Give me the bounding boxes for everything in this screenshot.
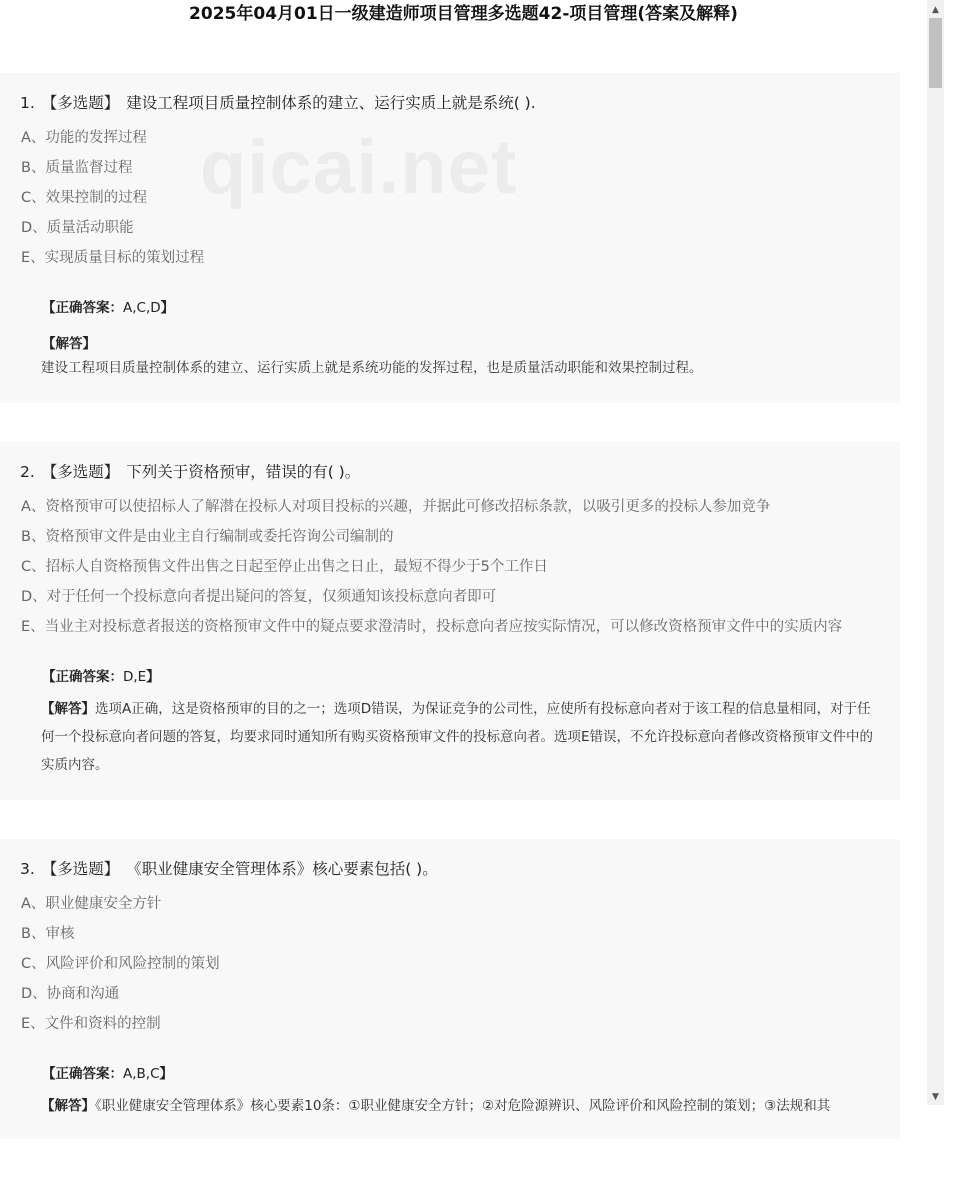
option-d: D、协商和沟通	[21, 986, 120, 1002]
correct-answer	[42, 296, 174, 316]
explanation-title: 【解答】	[42, 336, 96, 352]
question-text: 下列关于资格预审，错误的有( )。	[126, 463, 361, 481]
question-stem	[20, 857, 440, 879]
explanation-text: 《职业健康安全管理体系》核心要素10条：①职业健康安全方针；②对危险源辨识、风险评价和风险控制的策划；③法规和其	[95, 1098, 831, 1114]
option-a: A、资格预审可以使招标人了解潜在投标人对项目投标的兴趣，并据此可修改招标条款，以吸引更多的投标人参加竞争	[21, 499, 771, 515]
answer-value: D,E	[123, 669, 147, 685]
question-card-2	[0, 442, 900, 800]
watermark: qicai.net	[200, 125, 518, 210]
correct-answer	[42, 1062, 173, 1082]
answer-label: 【正确答案：	[42, 669, 123, 685]
option-a: A、功能的发挥过程	[21, 130, 147, 146]
answer-label: 【正确答案：	[42, 300, 123, 316]
scroll-down-arrow-icon[interactable]: ▼	[932, 1092, 939, 1102]
correct-answer	[42, 665, 160, 685]
question-stem	[20, 460, 362, 482]
explanation-text: 选项A正确，这是资格预审的目的之一；选项D错误，为保证竞争的公司性，应使所有投标意向者对于该工程的信息量相同，对于任何一个投标意向者问题的答复，均要求同时通知所有购买资格预审文件的投标意向者。选项E错误，不允许投标意向者修改资格预审文件中的实质内容。	[41, 701, 874, 773]
explanation	[41, 695, 876, 779]
answer-bracket: 】	[160, 300, 175, 316]
option-b: B、质量监督过程	[21, 160, 133, 176]
explanation-title: 【解答】	[41, 1098, 95, 1114]
question-number: 3.	[20, 860, 35, 878]
question-text: 《职业健康安全管理体系》核心要素包括( )。	[126, 860, 438, 878]
scroll-thumb[interactable]	[929, 18, 942, 88]
option-c: C、风险评价和风险控制的策划	[21, 956, 220, 972]
question-type-badge: 【多选题】	[41, 860, 120, 878]
question-number: 1.	[20, 94, 35, 112]
answer-bracket: 】	[146, 669, 160, 685]
question-card-1	[0, 73, 900, 403]
vertical-scrollbar[interactable]	[927, 0, 944, 1105]
option-e: E、实现质量目标的策划过程	[21, 250, 205, 266]
scroll-up-arrow-icon[interactable]: ▲	[932, 5, 939, 15]
option-e: E、文件和资料的控制	[21, 1016, 161, 1032]
question-number: 2.	[20, 463, 35, 481]
answer-label: 【正确答案：	[42, 1066, 123, 1082]
question-stem	[20, 91, 538, 113]
question-type-badge: 【多选题】	[41, 94, 120, 112]
option-a: A、职业健康安全方针	[21, 896, 162, 912]
answer-value: A,C,D	[123, 300, 161, 316]
question-type-badge: 【多选题】	[41, 463, 120, 481]
option-d: D、对于任何一个投标意向者提出疑问的答复，仅须通知该投标意向者即可	[21, 589, 497, 605]
question-text: 建设工程项目质量控制体系的建立、运行实质上就是系统( ).	[126, 94, 536, 112]
page-title: 2025年04月01日一级建造师项目管理多选题42-项目管理(答案及解释)	[189, 4, 738, 24]
answer-value: A,B,C	[123, 1066, 160, 1082]
option-c: C、效果控制的过程	[21, 190, 148, 206]
explanation-text: 建设工程项目质量控制体系的建立、运行实质上就是系统功能的发挥过程，也是质量活动职能和效果控制过程。	[41, 360, 703, 376]
option-d: D、质量活动职能	[21, 220, 134, 236]
option-b: B、资格预审文件是由业主自行编制或委托咨询公司编制的	[21, 529, 394, 545]
option-b: B、审核	[21, 926, 75, 942]
explanation	[41, 1092, 876, 1120]
option-c: C、招标人自资格预售文件出售之日起至停止出售之日止，最短不得少于5个工作日	[21, 559, 548, 575]
option-e: E、当业主对投标意者报送的资格预审文件中的疑点要求澄清时，投标意向者应按实际情况，可以修改资格预审文件中的实质内容	[21, 619, 843, 635]
explanation-title: 【解答】	[41, 701, 95, 717]
question-card-3	[0, 839, 900, 1139]
answer-bracket: 】	[159, 1066, 174, 1082]
